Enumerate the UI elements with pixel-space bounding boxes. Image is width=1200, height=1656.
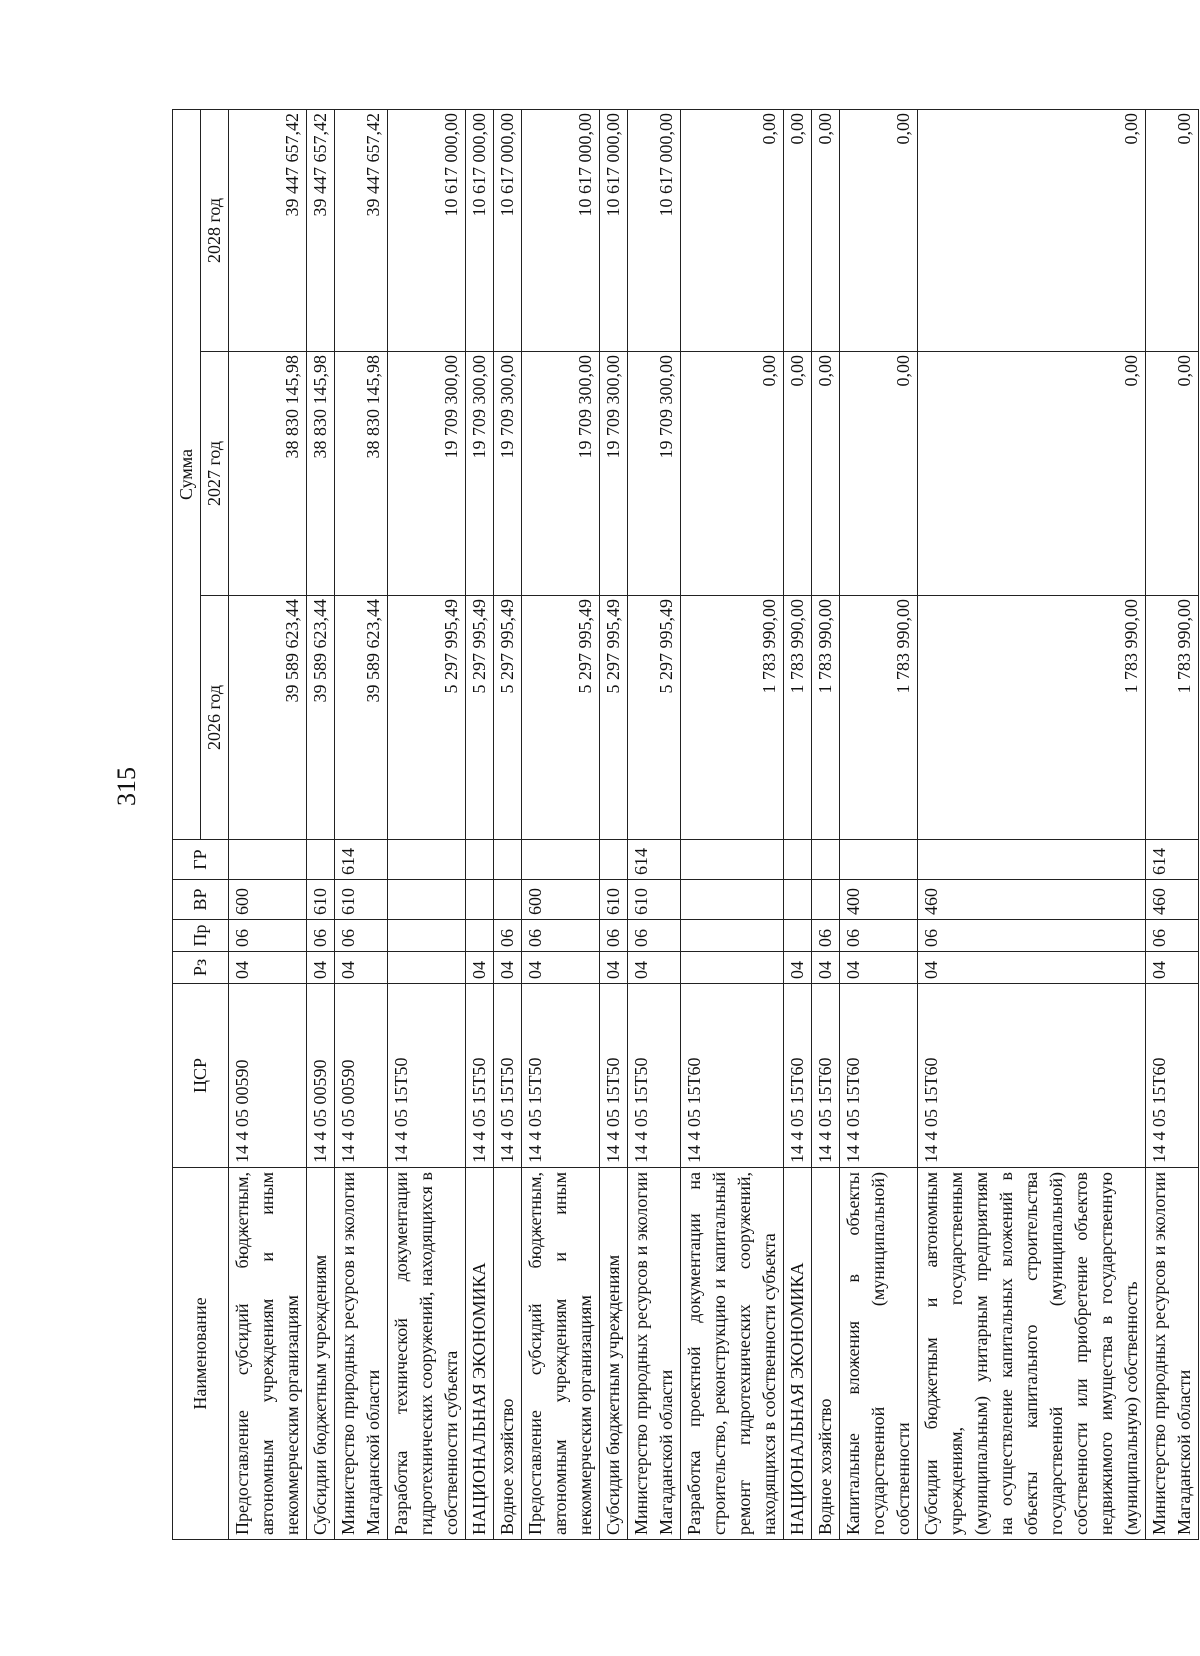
cell-2028: 39 447 657,42 [335, 109, 388, 351]
cell-2028: 0,00 [681, 109, 784, 351]
rotated-table-container [172, 110, 1194, 1540]
cell-2026: 1 783 990,00 [1146, 596, 1199, 840]
cell-2026: 39 589 623,44 [229, 596, 307, 840]
cell-csr: 14 4 05 15Т60 [840, 984, 918, 1168]
cell-2027: 19 709 300,00 [522, 352, 600, 596]
cell-2027: 19 709 300,00 [388, 352, 466, 596]
cell-gr [784, 840, 812, 880]
header-csr: ЦСР [173, 984, 229, 1168]
table-row [918, 109, 1146, 1539]
cell-gr [388, 840, 466, 880]
table-row [600, 109, 628, 1539]
cell-2028: 10 617 000,00 [494, 109, 522, 351]
cell-pr: 06 [229, 920, 307, 952]
cell-rz: 04 [812, 952, 840, 984]
cell-gr [918, 840, 1146, 880]
cell-pr: 06 [335, 920, 388, 952]
cell-name: Водное хозяйство [494, 1168, 522, 1540]
cell-pr: 06 [918, 920, 1146, 952]
cell-pr: 06 [628, 920, 681, 952]
header-name: Наименование [173, 1168, 229, 1540]
table-body [229, 109, 1199, 1539]
cell-gr [307, 840, 335, 880]
cell-pr: 06 [600, 920, 628, 952]
cell-name: Министерство природных ресурсов и экологии Магаданской области [1146, 1168, 1199, 1540]
cell-2026: 39 589 623,44 [307, 596, 335, 840]
cell-2027: 38 830 145,98 [307, 352, 335, 596]
cell-csr: 14 4 05 15Т50 [522, 984, 600, 1168]
cell-rz: 04 [466, 952, 494, 984]
budget-table [172, 109, 1199, 1540]
cell-pr [681, 920, 784, 952]
cell-2028: 0,00 [812, 109, 840, 351]
cell-name: Министерство природных ресурсов и экологии Магаданской области [335, 1168, 388, 1540]
cell-name: Предоставление субсидий бюджетным, автономным учреждениям и иным некоммерческим организациям [229, 1168, 307, 1540]
cell-name: Министерство природных ресурсов и экологии Магаданской области [628, 1168, 681, 1540]
cell-2028: 10 617 000,00 [466, 109, 494, 351]
cell-pr [466, 920, 494, 952]
cell-csr: 14 4 05 15Т60 [918, 984, 1146, 1168]
cell-2028: 39 447 657,42 [307, 109, 335, 351]
cell-2027: 19 709 300,00 [466, 352, 494, 596]
cell-2028: 10 617 000,00 [628, 109, 681, 351]
cell-2026: 1 783 990,00 [840, 596, 918, 840]
cell-csr: 14 4 05 15Т60 [812, 984, 840, 1168]
header-2027: 2027 год [201, 352, 229, 596]
cell-name: Разработка технической документации гидротехнических сооружений, находящихся в собственности субъекта [388, 1168, 466, 1540]
cell-name: Водное хозяйство [812, 1168, 840, 1540]
cell-2026: 5 297 995,49 [600, 596, 628, 840]
cell-rz [681, 952, 784, 984]
cell-2026: 39 589 623,44 [335, 596, 388, 840]
cell-pr [784, 920, 812, 952]
cell-rz: 04 [918, 952, 1146, 984]
cell-rz: 04 [1146, 952, 1199, 984]
cell-vr [812, 880, 840, 920]
cell-pr [388, 920, 466, 952]
cell-csr: 14 4 05 00590 [229, 984, 307, 1168]
cell-gr [812, 840, 840, 880]
cell-csr: 14 4 05 15Т50 [466, 984, 494, 1168]
cell-vr: 610 [628, 880, 681, 920]
cell-vr: 610 [307, 880, 335, 920]
table-row [681, 109, 784, 1539]
cell-csr: 14 4 05 15Т60 [681, 984, 784, 1168]
cell-rz: 04 [628, 952, 681, 984]
cell-vr: 400 [840, 880, 918, 920]
table-row [812, 109, 840, 1539]
cell-2027: 38 830 145,98 [229, 352, 307, 596]
cell-2028: 10 617 000,00 [522, 109, 600, 351]
table-row [229, 109, 307, 1539]
cell-csr: 14 4 05 15Т50 [628, 984, 681, 1168]
table-row [335, 109, 388, 1539]
cell-vr [466, 880, 494, 920]
table-row [1146, 109, 1199, 1539]
cell-2028: 10 617 000,00 [600, 109, 628, 351]
cell-rz: 04 [600, 952, 628, 984]
cell-gr: 614 [628, 840, 681, 880]
cell-2027: 19 709 300,00 [628, 352, 681, 596]
cell-2026: 5 297 995,49 [522, 596, 600, 840]
cell-rz [388, 952, 466, 984]
table-row [466, 109, 494, 1539]
cell-vr: 600 [229, 880, 307, 920]
cell-name: Субсидии бюджетным учреждениям [307, 1168, 335, 1540]
cell-2027: 19 709 300,00 [600, 352, 628, 596]
cell-rz: 04 [229, 952, 307, 984]
cell-vr [388, 880, 466, 920]
cell-2028: 0,00 [840, 109, 918, 351]
cell-2027: 38 830 145,98 [335, 352, 388, 596]
cell-2027: 19 709 300,00 [494, 352, 522, 596]
cell-gr [681, 840, 784, 880]
cell-gr [522, 840, 600, 880]
cell-pr: 06 [307, 920, 335, 952]
cell-2028: 10 617 000,00 [388, 109, 466, 351]
cell-rz: 04 [840, 952, 918, 984]
page-number: 315 [112, 767, 141, 806]
cell-vr: 460 [1146, 880, 1199, 920]
cell-pr: 06 [812, 920, 840, 952]
cell-name: Субсидии бюджетным учреждениям [600, 1168, 628, 1540]
cell-csr: 14 4 05 15Т60 [784, 984, 812, 1168]
cell-name: НАЦИОНАЛЬНАЯ ЭКОНОМИКА [784, 1168, 812, 1540]
table-row [628, 109, 681, 1539]
cell-2026: 5 297 995,49 [628, 596, 681, 840]
cell-csr: 14 4 05 00590 [307, 984, 335, 1168]
cell-2026: 5 297 995,49 [494, 596, 522, 840]
header-sum: Сумма [173, 109, 201, 839]
cell-gr [600, 840, 628, 880]
table-row [388, 109, 466, 1539]
table-row [522, 109, 600, 1539]
cell-vr: 600 [522, 880, 600, 920]
cell-pr: 06 [494, 920, 522, 952]
cell-csr: 14 4 05 15Т50 [600, 984, 628, 1168]
header-2028: 2028 год [201, 109, 229, 351]
cell-rz: 04 [335, 952, 388, 984]
cell-name: НАЦИОНАЛЬНАЯ ЭКОНОМИКА [466, 1168, 494, 1540]
cell-2026: 1 783 990,00 [681, 596, 784, 840]
cell-pr: 06 [1146, 920, 1199, 952]
cell-vr [784, 880, 812, 920]
cell-gr [840, 840, 918, 880]
cell-rz: 04 [784, 952, 812, 984]
cell-2027: 0,00 [784, 352, 812, 596]
cell-csr: 14 4 05 15Т60 [1146, 984, 1199, 1168]
cell-gr: 614 [1146, 840, 1199, 880]
cell-2028: 0,00 [784, 109, 812, 351]
header-gr: ГР [173, 840, 229, 880]
cell-name: Предоставление субсидий бюджетным, автономным учреждениям и иным некоммерческим организациям [522, 1168, 600, 1540]
cell-csr: 14 4 05 00590 [335, 984, 388, 1168]
header-row-1 [173, 109, 201, 1539]
cell-2026: 1 783 990,00 [812, 596, 840, 840]
cell-name: Капитальные вложения в объекты государственной (муниципальной) собственности [840, 1168, 918, 1540]
cell-2026: 1 783 990,00 [784, 596, 812, 840]
table-row [494, 109, 522, 1539]
cell-gr [494, 840, 522, 880]
cell-pr: 06 [522, 920, 600, 952]
header-rz: Рз [173, 952, 229, 984]
cell-2026: 1 783 990,00 [918, 596, 1146, 840]
cell-name: Разработка проектной документации на строительство, реконструкцию и капитальный ремонт гидротехнических сооружений, находящихся в собственности субъекта [681, 1168, 784, 1540]
table-row [840, 109, 918, 1539]
cell-vr: 610 [335, 880, 388, 920]
table-row [784, 109, 812, 1539]
cell-2026: 5 297 995,49 [388, 596, 466, 840]
cell-gr: 614 [335, 840, 388, 880]
table-row [307, 109, 335, 1539]
cell-vr: 610 [600, 880, 628, 920]
cell-pr: 06 [840, 920, 918, 952]
header-2026: 2026 год [201, 596, 229, 840]
cell-rz: 04 [494, 952, 522, 984]
cell-2028: 0,00 [918, 109, 1146, 351]
cell-2026: 5 297 995,49 [466, 596, 494, 840]
cell-2027: 0,00 [812, 352, 840, 596]
header-pr: Пр [173, 920, 229, 952]
header-vr: ВР [173, 880, 229, 920]
cell-vr: 460 [918, 880, 1146, 920]
cell-2028: 0,00 [1146, 109, 1199, 351]
cell-name: Субсидии бюджетным и автономным учреждениям, государственным (муниципальным) унитарным предприятиям на осуществление капитальных вложений в объекты капитального строительства государственной (муниципальной) собственности или приобретение объектов недвижимого имущества в государственную (муниципальную) собственность [918, 1168, 1146, 1540]
cell-vr [494, 880, 522, 920]
cell-2027: 0,00 [681, 352, 784, 596]
cell-2027: 0,00 [840, 352, 918, 596]
cell-gr [229, 840, 307, 880]
cell-2028: 39 447 657,42 [229, 109, 307, 351]
cell-rz: 04 [307, 952, 335, 984]
cell-2027: 0,00 [918, 352, 1146, 596]
cell-csr: 14 4 05 15Т50 [494, 984, 522, 1168]
cell-csr: 14 4 05 15Т50 [388, 984, 466, 1168]
cell-rz: 04 [522, 952, 600, 984]
cell-2027: 0,00 [1146, 352, 1199, 596]
cell-vr [681, 880, 784, 920]
cell-gr [466, 840, 494, 880]
